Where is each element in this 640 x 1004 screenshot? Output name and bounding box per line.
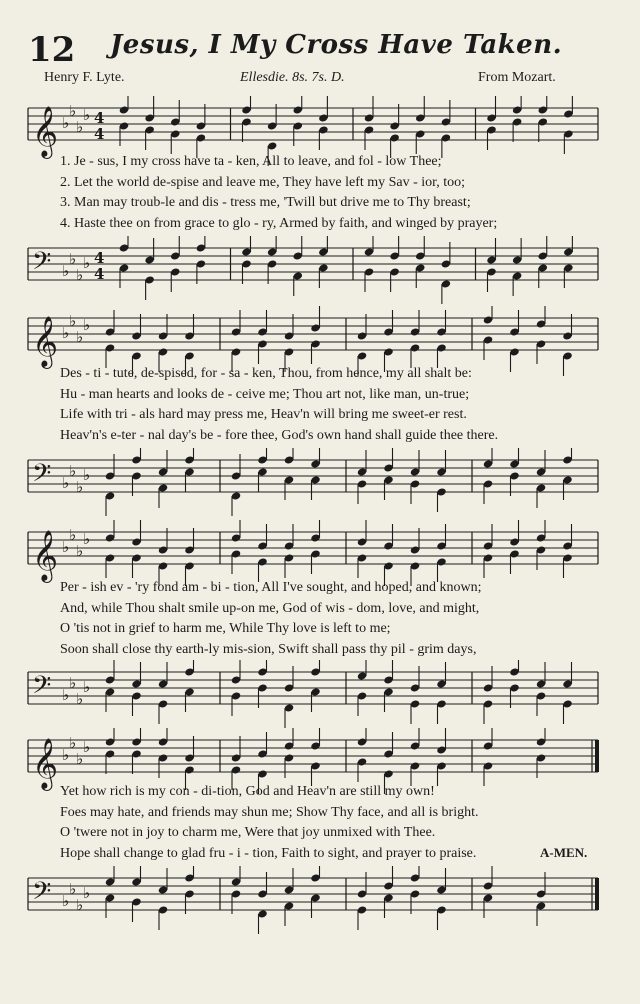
- verse-block-4: [60, 782, 605, 864]
- bass-staff-1: [0, 236, 640, 306]
- bass-clef-icon: 𝄢: [32, 459, 52, 494]
- flat-icon: ♭: [69, 312, 77, 330]
- verse-block-1: [60, 152, 605, 234]
- bass-staff-4: [0, 866, 640, 936]
- flat-icon: ♭: [69, 734, 77, 752]
- flat-icon: ♭: [69, 674, 77, 692]
- flat-icon: ♭: [76, 118, 84, 136]
- lyric-line: Foes may hate, and friends may shun me; Show Thy face, and all is bright.: [60, 804, 479, 820]
- lyric-line: Per - ish ev - 'ry fond am - bi - tion, All I've sought, and hoped, and known;: [60, 580, 482, 595]
- treble-clef-icon: 𝄞: [32, 738, 59, 789]
- time-signature-top: 4: [94, 249, 105, 267]
- time-signature-bottom: 4: [94, 265, 105, 283]
- lyric-line: Hope shall change to glad fru - i - tion, Faith to sight, and prayer to praise.: [60, 845, 477, 861]
- bass-staff-2: [0, 448, 640, 518]
- flat-icon: ♭: [83, 316, 91, 334]
- lyric-line: 4. Haste thee on from grace to glo - ry, Armed by faith, and winged by prayer;: [60, 215, 498, 231]
- lyric-line: Heav'n's e-ter - nal day's be - fore thee, God's own hand shall guide thee there.: [60, 427, 499, 443]
- flat-icon: ♭: [69, 526, 77, 544]
- treble-clef-icon: 𝄞: [32, 530, 59, 581]
- bass-staff-3: [0, 660, 640, 730]
- flat-icon: ♭: [62, 892, 70, 910]
- amen-label: A-MEN.: [540, 845, 588, 860]
- lyric-line: O 'twere not in joy to charm me, Were that joy unmixed with Thee.: [60, 825, 436, 840]
- lyric-line: Soon shall close thy earth-ly mis-sion, Swift shall pass thy pil - grim days,: [60, 641, 477, 657]
- time-signature-top: 4: [94, 109, 105, 127]
- flat-icon: ♭: [83, 738, 91, 756]
- lyric-line: 3. Man may troub-le and dis - tress me, 'Twill but drive me to Thy breast;: [60, 195, 471, 210]
- lyric-line: 1. Je - sus, I my cross have ta - ken, All to leave, and fol - low Thee;: [60, 154, 442, 169]
- flat-icon: ♭: [62, 114, 70, 132]
- bass-clef-icon: 𝄢: [32, 247, 52, 282]
- time-signature-bottom: 4: [94, 125, 105, 143]
- bass-clef-icon: 𝄢: [32, 877, 52, 912]
- verse-block-2: [60, 364, 605, 446]
- flat-icon: ♭: [83, 466, 91, 484]
- flat-icon: ♭: [62, 262, 70, 280]
- flat-icon: ♭: [62, 474, 70, 492]
- lyric-line: Life with tri - als hard may press me, Heav'n will bring me sweet-er rest.: [60, 407, 467, 422]
- flat-icon: ♭: [69, 462, 77, 480]
- hymn-title: Jesus, I My Cross Have Taken.: [110, 30, 563, 60]
- composer-credit: From Mozart.: [478, 70, 556, 85]
- lyricist-credit: Henry F. Lyte.: [44, 70, 125, 85]
- flat-icon: ♭: [83, 106, 91, 124]
- flat-icon: ♭: [76, 328, 84, 346]
- lyric-line: Yet how rich is my con - di-tion, God and Heav'n are still my own!: [60, 784, 435, 799]
- lyric-line: Des - ti - tute, de-spised, for - sa - ken, Thou, from hence, my all shalt be:: [60, 366, 472, 381]
- flat-icon: ♭: [69, 102, 77, 120]
- flat-icon: ♭: [76, 478, 84, 496]
- lyric-line: 2. Let the world de-spise and leave me, They have left my Sav - ior, too;: [60, 174, 466, 190]
- flat-icon: ♭: [69, 250, 77, 268]
- flat-icon: ♭: [76, 750, 84, 768]
- tune-meter: Ellesdie. 8s. 7s. D.: [240, 70, 345, 85]
- flat-icon: ♭: [83, 884, 91, 902]
- flat-icon: ♭: [76, 542, 84, 560]
- flat-icon: ♭: [83, 530, 91, 548]
- hymn-number: 12: [28, 30, 76, 70]
- flat-icon: ♭: [62, 686, 70, 704]
- bass-clef-icon: 𝄢: [32, 671, 52, 706]
- flat-icon: ♭: [83, 678, 91, 696]
- lyric-line: And, while Thou shalt smile up-on me, God of wis - dom, love, and might,: [60, 600, 480, 616]
- flat-icon: ♭: [69, 880, 77, 898]
- flat-icon: ♭: [76, 896, 84, 914]
- treble-clef-icon: 𝄞: [32, 316, 59, 367]
- flat-icon: ♭: [62, 538, 70, 556]
- treble-clef-icon: 𝄞: [32, 106, 59, 157]
- flat-icon: ♭: [76, 690, 84, 708]
- flat-icon: ♭: [76, 266, 84, 284]
- verse-block-3: [60, 578, 605, 660]
- flat-icon: ♭: [62, 746, 70, 764]
- lyric-line: O 'tis not in grief to harm me, While Thy love is left to me;: [60, 621, 391, 636]
- lyric-line: Hu - man hearts and looks de - ceive me; Thou art not, like man, un-true;: [60, 386, 470, 402]
- flat-icon: ♭: [83, 254, 91, 272]
- flat-icon: ♭: [62, 324, 70, 342]
